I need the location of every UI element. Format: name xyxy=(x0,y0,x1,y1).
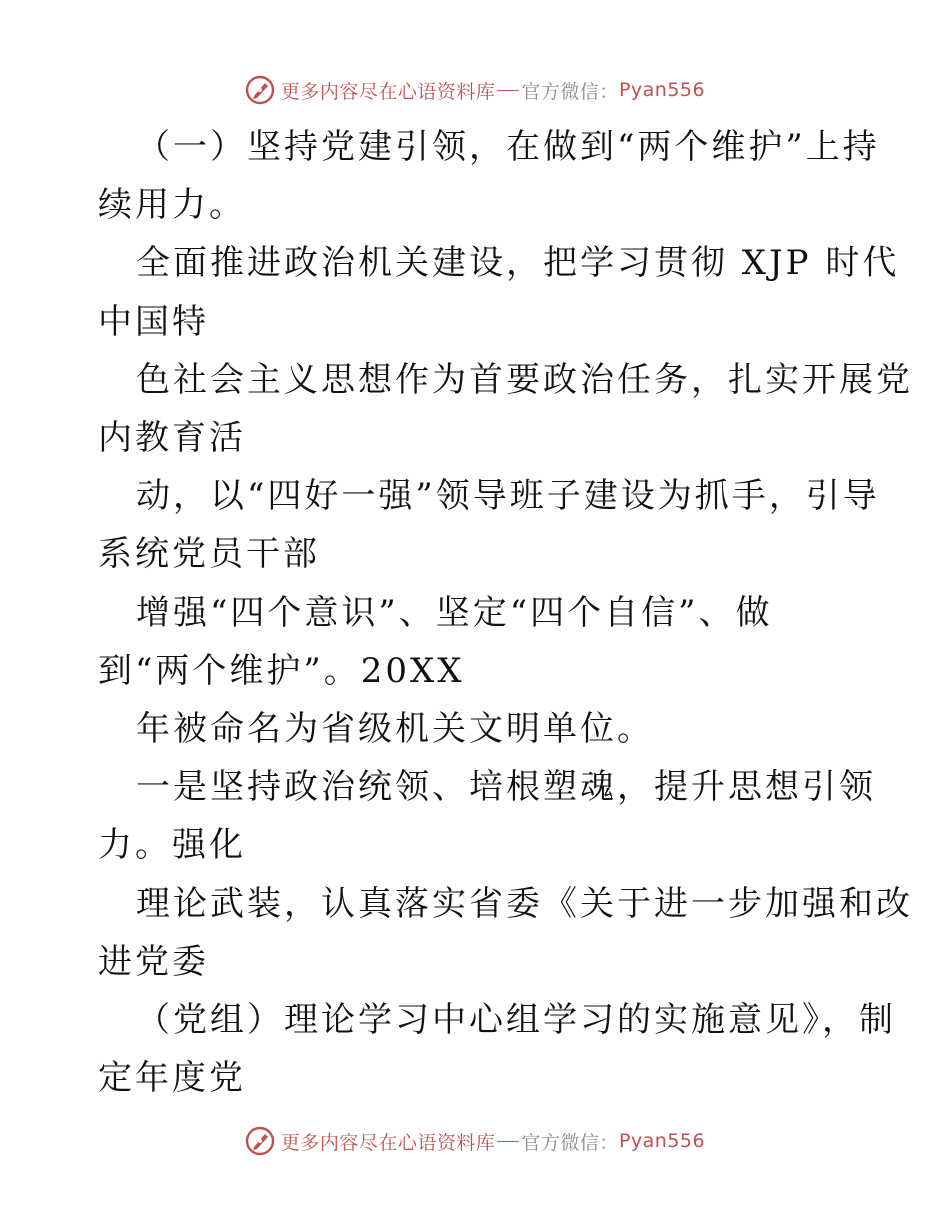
text-line: 年被命名为省级机关文明单位。 xyxy=(136,709,654,749)
watermark-official: 官方微信： xyxy=(521,1131,619,1154)
text-line: （党组）理论学习中心组学习的实施意见》，制 xyxy=(136,1000,896,1040)
text-line: 色社会主义思想作为首要政治任务，扎实开展党 xyxy=(136,359,913,400)
pen-logo-icon xyxy=(245,75,275,105)
text-line: 理论武装，认真落实省委《关于进一步加强和改 xyxy=(136,883,913,924)
text-line: （一）坚持党建引领，在做到“两个维护”上持 xyxy=(136,127,880,167)
watermark-brand: 更多内容尽在心语资料库 xyxy=(280,1131,496,1154)
pen-logo-icon xyxy=(245,1126,275,1156)
watermark-dash xyxy=(497,90,519,91)
text-line: 力。强化 xyxy=(98,825,246,866)
text-line: 增强“四个意识”、坚定“四个自信”、做 xyxy=(136,592,773,633)
text-line: 一是坚持政治统领、培根塑魂，提升思想引领 xyxy=(136,767,876,808)
header-watermark xyxy=(0,68,950,112)
footer-watermark xyxy=(0,1119,950,1163)
watermark-official: 官方微信： xyxy=(521,80,619,103)
text-line: 全面推进政治机关建设，把学习贯彻 XJP 时代 xyxy=(136,243,900,284)
text-line: 定年度党 xyxy=(98,1058,246,1099)
watermark-wechat-id: Pyan556 xyxy=(618,79,706,101)
text-line: 内教育活 xyxy=(98,418,246,458)
watermark-brand: 更多内容尽在心语资料库 xyxy=(280,80,496,103)
text-line: 到“两个维护”。20XX xyxy=(98,650,465,691)
text-line: 续用力。 xyxy=(98,185,246,226)
text-line: 中国特 xyxy=(98,301,209,342)
text-line: 动，以“四好一强”领导班子建设为抓手，引导 xyxy=(136,476,880,517)
text-line: 系统党员干部 xyxy=(98,534,320,575)
watermark-wechat-id: Pyan556 xyxy=(618,1130,706,1152)
text-line: 进党委 xyxy=(98,941,209,982)
watermark-dash xyxy=(497,1141,519,1142)
